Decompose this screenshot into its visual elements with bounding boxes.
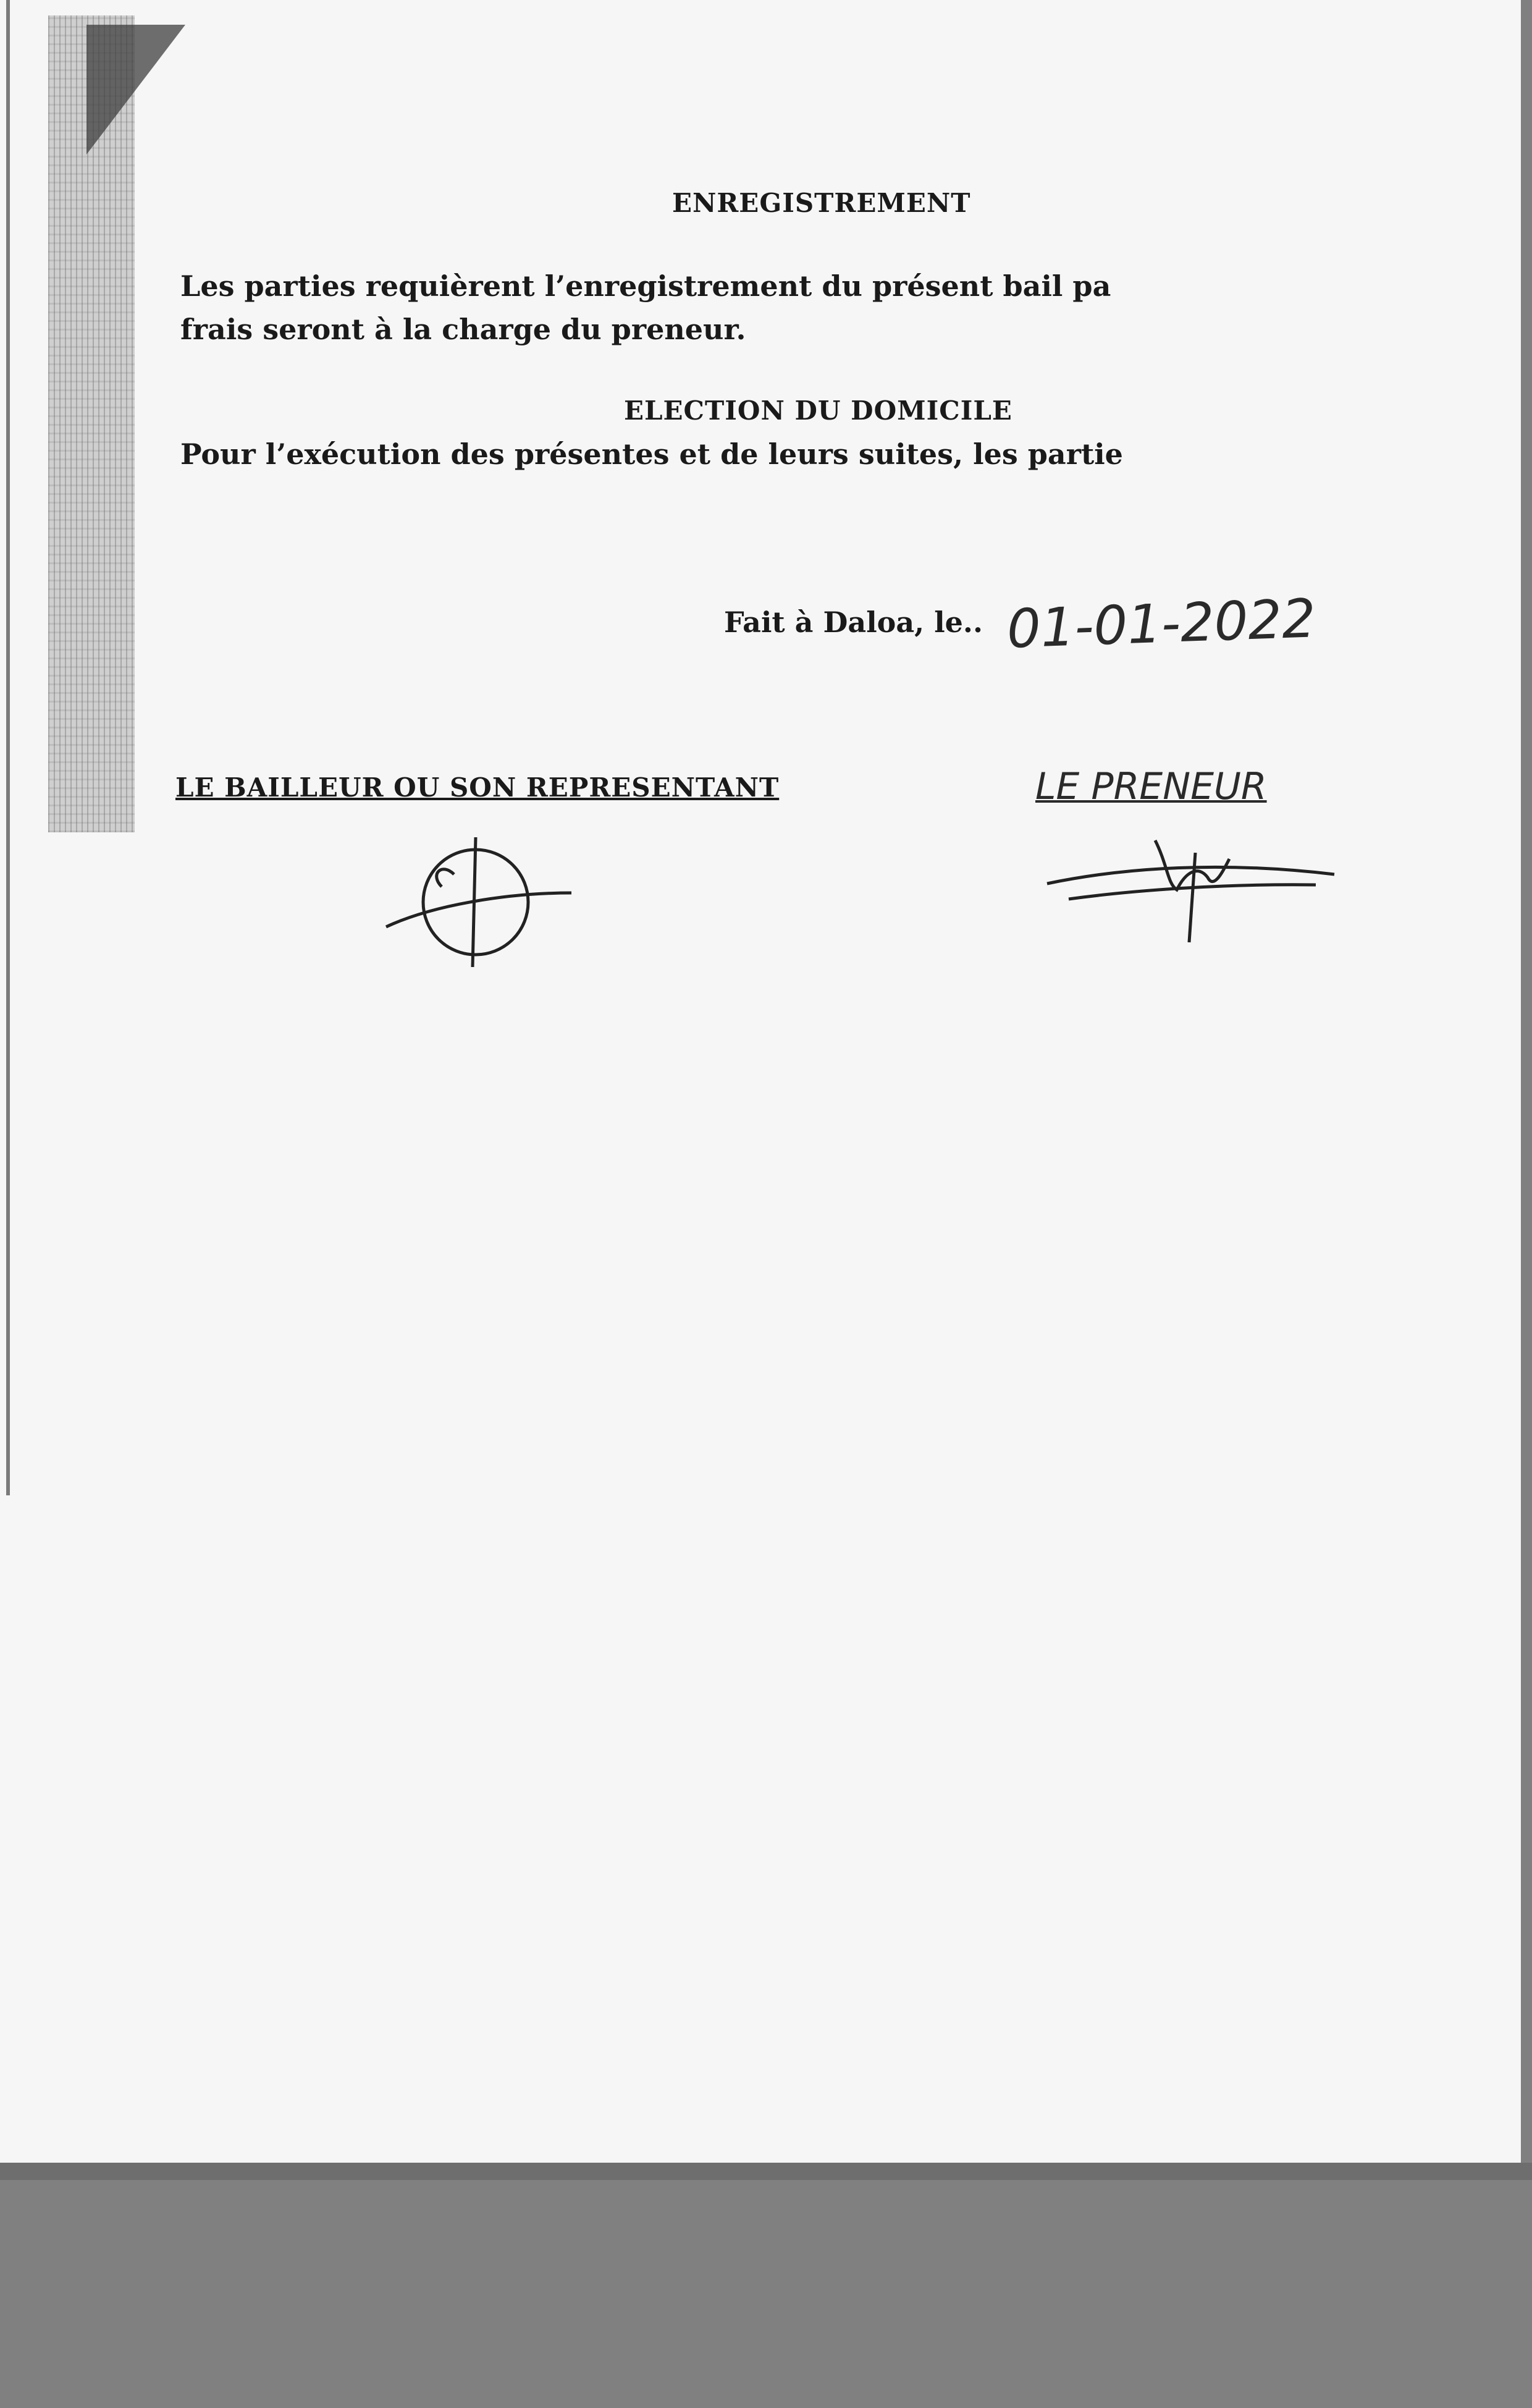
heading-election-domicile: ELECTION DU DOMICILE [624,395,1012,426]
paragraph-enregistrement-line2: frais seront à la charge du preneur. [180,313,746,346]
scanner-background [0,2163,1532,2408]
scan-artifact-corner [86,25,185,154]
handwritten-date: 01-01-2022 [1006,588,1317,661]
paragraph-election-line1: Pour l’exécution des présentes et de leurs suites, les partie [180,437,1123,471]
signatory-preneur-label: LE PRENEUR [1035,765,1267,808]
scan-edge-line [6,0,10,1495]
preneur-signature-icon [1044,834,1340,945]
heading-enregistrement: ENREGISTREMENT [672,188,971,218]
place-date-line: Fait à Daloa, le.. [724,606,983,639]
paragraph-enregistrement-line1: Les parties requièrent l’enregistrement du présent bail pa [180,269,1111,303]
signatory-bailleur-label: LE BAILLEUR OU SON REPRESENTANT [175,772,780,803]
bailleur-signature-icon [383,831,581,979]
scanner-edge [0,2163,1532,2180]
